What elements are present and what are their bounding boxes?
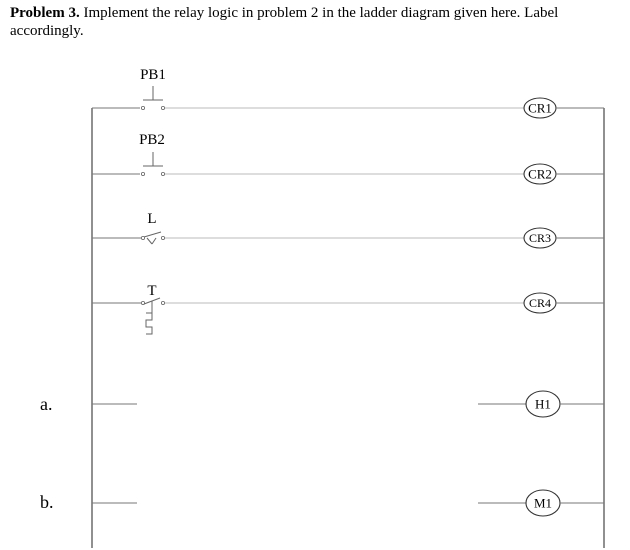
coil-label-cr4: CR4 — [528, 296, 552, 310]
contact-label-t: T — [147, 283, 157, 299]
rung-4 — [92, 283, 604, 334]
coil-label-h1: H1 — [535, 396, 551, 412]
limit-switch-icon — [141, 232, 164, 244]
coil-label-m1: M1 — [533, 495, 553, 511]
coil-label-cr3: CR3 — [528, 231, 552, 245]
part-label-b: b. — [40, 492, 54, 512]
pushbutton-icon — [141, 86, 164, 110]
contact-label-l: L — [147, 211, 157, 227]
rung-part-a — [40, 391, 604, 417]
problem-text: Implement the relay logic in problem 2 in the ladder diagram given here. Label accordingly. — [10, 5, 559, 39]
rung-1 — [92, 67, 604, 118]
contact-label-pb1: PB1 — [140, 67, 166, 83]
rung-3 — [92, 211, 604, 248]
coil-label-cr1: CR1 — [528, 100, 552, 116]
rung-part-b — [40, 490, 604, 516]
part-label-a: a. — [40, 394, 53, 414]
contact-label-pb2: PB2 — [139, 132, 165, 148]
temperature-switch-icon — [141, 298, 164, 334]
coil-label-cr2: CR2 — [528, 166, 552, 182]
problem-title: Problem 3. — [10, 5, 80, 21]
pushbutton-icon — [141, 152, 164, 176]
rung-2 — [92, 132, 604, 184]
